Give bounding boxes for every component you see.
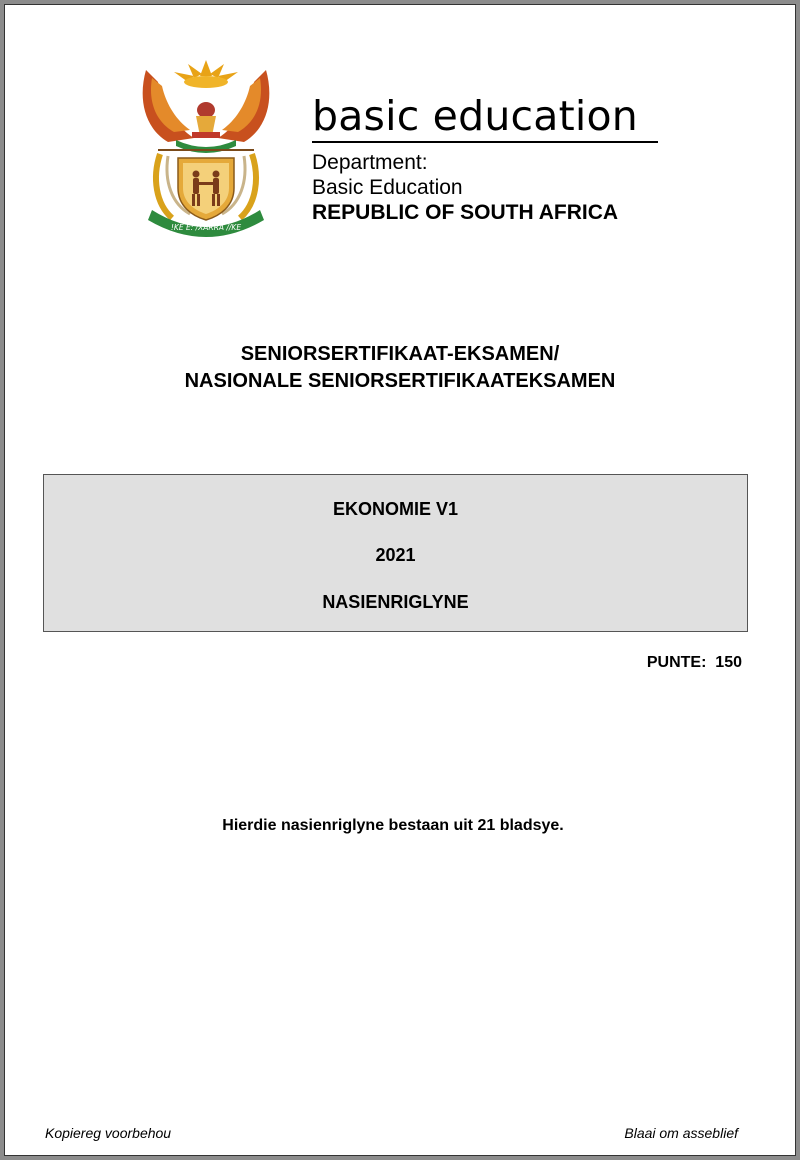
coat-of-arms-icon [138,58,274,238]
department-branding [312,92,662,225]
subject-box [43,474,748,632]
svg-text:!KE E: /XARRA //KE: !KE E: /XARRA //KE [170,223,242,232]
exam-title-line1: SENIORSERTIFIKAAT-EKSAMEN/ [240,343,560,365]
exam-title [0,341,800,395]
page-count-note: Hierdie nasienriglyne bestaan uit 21 bladsye. [222,817,564,834]
department-name: Basic Education [312,176,463,199]
subject-year: 2021 [375,545,416,565]
total-marks: PUNTE: 150 [646,654,742,671]
brand-title: basic education [312,92,638,140]
department-label: Department: [312,151,428,174]
document-type: NASIENRIGLYNE [322,592,469,612]
copyright-footer: Kopiereg voorbehou [45,1125,172,1141]
subject-name: EKONOMIE V1 [332,499,459,519]
brand-divider [312,141,658,143]
turn-over-footer: Blaai om asseblief [624,1125,738,1141]
country-name: REPUBLIC OF SOUTH AFRICA [312,201,619,224]
exam-title-line2: NASIONALE SENIORSERTIFIKAATEKSAMEN [184,370,616,392]
